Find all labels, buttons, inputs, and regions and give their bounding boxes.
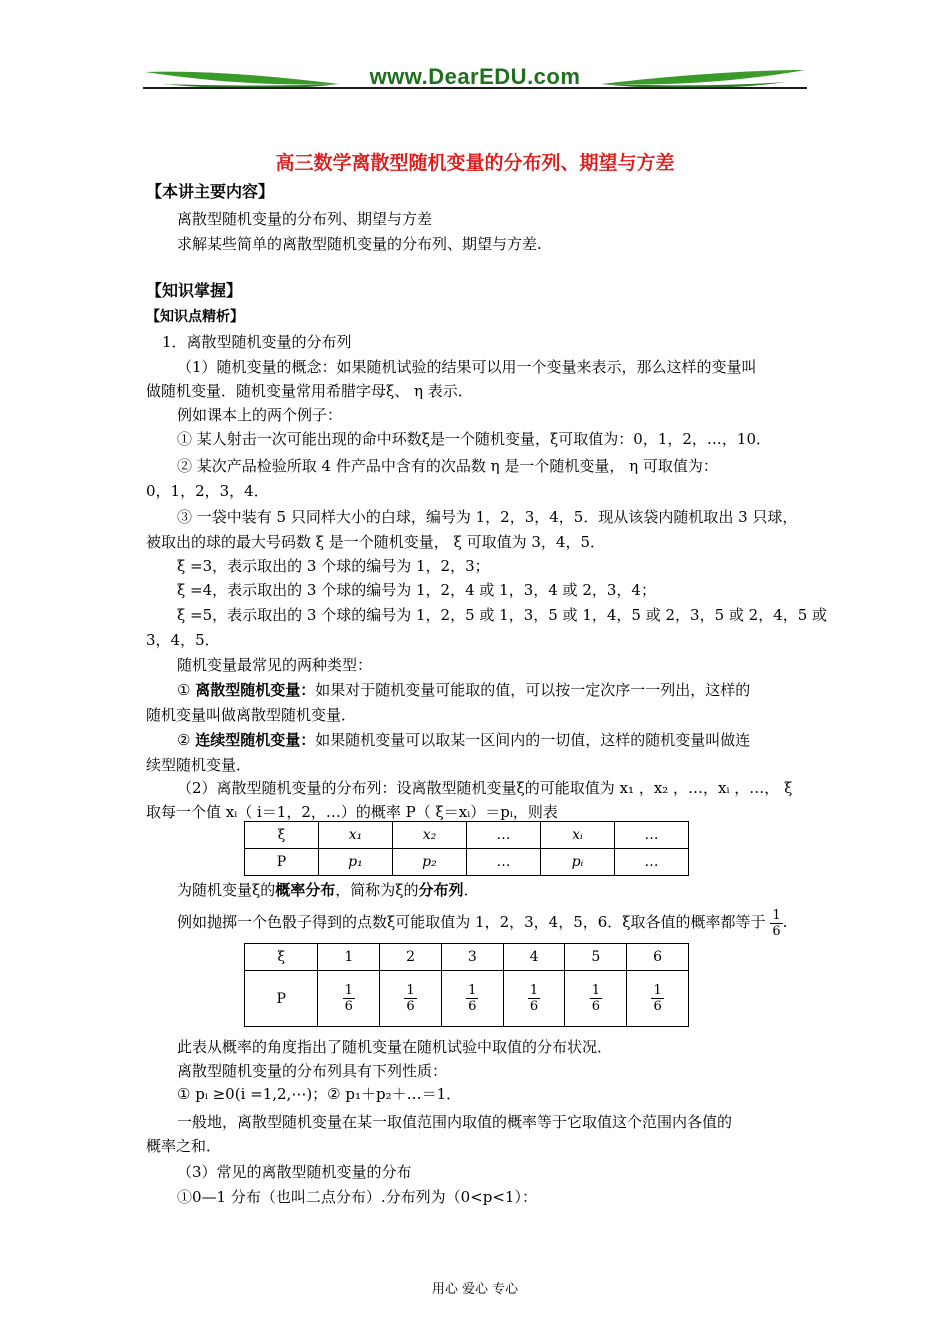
table-cell: ξ xyxy=(245,944,318,971)
type-2-line xyxy=(177,730,750,750)
table-cell: … xyxy=(466,849,540,876)
example-3-b: 被取出的球的最大号码数 ξ 是一个随机变量， ξ 可取值为 3，4，5． xyxy=(146,533,605,551)
xi-5-line-b: 3，4，5． xyxy=(146,631,220,649)
xi-3-line: ξ =3，表示取出的 3 个球的编号为 1，2，3； xyxy=(177,557,490,575)
xi-5-line-a: ξ =5，表示取出的 3 个球的编号为 1，2，5 或 1，3，5 或 1，4，5 或 2，3，5 或 2，4，5 或 xyxy=(177,606,828,624)
dice-example-line xyxy=(177,905,787,939)
site-banner xyxy=(143,62,807,94)
table-cell: 6 xyxy=(627,944,689,971)
table-cell: 4 xyxy=(503,944,565,971)
fraction-numerator: 1 xyxy=(529,983,539,998)
table-row xyxy=(245,944,689,971)
dice-example-end: . xyxy=(782,913,788,931)
example-1: ① 某人射击一次可能出现的命中环数ξ是一个随机变量，ξ可取值为：0，1，2，…，10． xyxy=(177,430,772,448)
general-distribution-table xyxy=(244,821,689,876)
distribution-line-b: 取每一个值 xᵢ（ i＝1，2，…）的概率 P（ ξ＝xᵢ）＝pᵢ，则表 xyxy=(146,803,558,821)
types-intro: 随机变量最常见的两种类型： xyxy=(177,656,373,674)
type-2-line-b: 续型随机变量． xyxy=(146,756,252,774)
fraction-one-sixth xyxy=(343,983,355,1014)
example-intro: 例如课本上的两个例子： xyxy=(177,406,343,424)
subheading-analysis: 【知识点精析】 xyxy=(146,309,244,325)
fraction-numerator: 1 xyxy=(653,983,662,998)
table-cell: p₁ xyxy=(318,849,392,876)
type-2-term: 连续型随机变量： xyxy=(195,731,316,749)
table-cell: 2 xyxy=(380,944,442,971)
fraction-numerator: 1 xyxy=(591,983,600,998)
fraction-numerator: 1 xyxy=(406,983,415,998)
bernoulli-line: ①0—1 分布（也叫二点分布）.分布列为（0<p<1）： xyxy=(177,1188,537,1206)
fraction-one-sixth xyxy=(404,983,416,1014)
properties-intro: 离散型随机变量的分布列具有下列性质： xyxy=(177,1062,448,1080)
fraction-denominator: 6 xyxy=(772,923,781,939)
site-logo-text: www.DearEDU.com xyxy=(369,64,581,89)
type-2-lead: ② xyxy=(177,731,196,749)
fraction-numerator: 1 xyxy=(468,983,477,998)
fraction-one-sixth xyxy=(651,983,663,1014)
table-cell: 1 xyxy=(318,944,380,971)
term-distribution-list: 分布列 xyxy=(418,881,464,899)
type-2-desc: 如果随机变量可以取某一区间内的一切值，这样的随机变量叫做连 xyxy=(315,731,751,749)
table-cell: pᵢ xyxy=(540,849,614,876)
distribution-line-a: （2）离散型随机变量的分布列：设离散型随机变量ξ的可能取值为 x₁ ，x₂ ，…，xᵢ ，…， ξ xyxy=(177,779,793,797)
fraction-denominator: 6 xyxy=(591,999,600,1014)
table-cell xyxy=(627,971,689,1027)
definition-mid: ，简称为ξ的 xyxy=(335,881,419,899)
table-cell: x₂ xyxy=(392,822,466,849)
table-cell: … xyxy=(614,822,688,849)
definition-line xyxy=(177,880,479,900)
fraction-numerator: 1 xyxy=(344,983,353,998)
table-cell xyxy=(318,971,380,1027)
general-line-b: 概率之和． xyxy=(146,1137,222,1155)
fraction-one-sixth xyxy=(466,983,478,1014)
concept-line-a: （1）随机变量的概念：如果随机试验的结果可以用一个变量来表示，那么这样的变量叫 xyxy=(177,358,757,376)
table-row xyxy=(245,822,689,849)
table-cell: … xyxy=(614,849,688,876)
table-cell: ξ xyxy=(245,822,319,849)
type-1-term: 离散型随机变量： xyxy=(195,681,316,699)
table-cell: xᵢ xyxy=(540,822,614,849)
table-cell: P xyxy=(245,971,318,1027)
fraction-one-sixth xyxy=(770,908,782,939)
type-1-lead: ① xyxy=(177,681,196,699)
table-row xyxy=(245,971,689,1027)
dice-example-text: 例如抛掷一个色骰子得到的点数ξ可能取值为 1，2，3，4，5，6．ξ取各值的概率都等于 xyxy=(177,913,766,931)
fraction-numerator: 1 xyxy=(772,907,781,923)
content-line-1: 离散型随机变量的分布列、期望与方差 xyxy=(177,210,433,228)
content-line-2: 求解某些简单的离散型随机变量的分布列、期望与方差. xyxy=(177,235,542,253)
table-cell: 3 xyxy=(441,944,503,971)
item-1-heading: 1．离散型随机变量的分布列 xyxy=(162,333,352,351)
fraction-one-sixth xyxy=(528,983,540,1014)
table-cell: … xyxy=(466,822,540,849)
table-cell: 5 xyxy=(565,944,627,971)
example-2-a: ② 某次产品检验所取 4 件产品中含有的次品数 η 是一个随机变量， η 可取值为： xyxy=(177,457,718,475)
page-title: 高三数学离散型随机变量的分布列、期望与方差 xyxy=(275,152,675,174)
after-table-note: 此表从概率的角度指出了随机变量在随机试验中取值的分布状况． xyxy=(177,1038,613,1056)
fraction-denominator: 6 xyxy=(406,999,415,1014)
fraction-denominator: 6 xyxy=(344,999,353,1014)
table-cell: x₁ xyxy=(318,822,392,849)
example-3-a: ③ 一袋中装有 5 只同样大小的白球，编号为 1，2，3，4，5．现从该袋内随机取出 3 只球， xyxy=(177,508,798,526)
fraction-denominator: 6 xyxy=(653,999,662,1014)
term-probability-distribution: 概率分布 xyxy=(275,881,336,899)
xi-4-line: ξ =4，表示取出的 3 个球的编号为 1，2，4 或 1，3，4 或 2，3，4； xyxy=(177,581,656,599)
fraction-denominator: 6 xyxy=(529,999,539,1014)
table-cell: P xyxy=(245,849,319,876)
table-cell xyxy=(503,971,565,1027)
concept-line-b: 做随机变量．随机变量常用希腊字母ξ、 η 表示． xyxy=(146,382,473,400)
table-cell xyxy=(441,971,503,1027)
common-distributions-heading: （3）常见的离散型随机变量的分布 xyxy=(177,1163,412,1181)
table-cell: p₂ xyxy=(392,849,466,876)
section-heading-content: 【本讲主要内容】 xyxy=(146,182,275,201)
definition-pre: 为随机变量ξ的 xyxy=(177,881,276,899)
type-1-desc: 如果对于随机变量可能取的值，可以按一定次序一一列出，这样的 xyxy=(315,681,751,699)
type-1-line-b: 随机变量叫做离散型随机变量． xyxy=(146,706,357,724)
fraction-denominator: 6 xyxy=(468,999,477,1014)
definition-end: ． xyxy=(463,881,479,899)
type-1-line xyxy=(177,680,750,700)
properties-formula: ① pᵢ ≥0(i =1,2,⋯)；② p₁＋p₂＋…＝1． xyxy=(177,1085,462,1103)
table-cell xyxy=(380,971,442,1027)
table-row xyxy=(245,849,689,876)
table-cell xyxy=(565,971,627,1027)
section-heading-knowledge: 【知识掌握】 xyxy=(146,281,243,300)
dice-distribution-table xyxy=(244,943,689,1027)
page-footer: 用心 爱心 专心 xyxy=(431,1282,519,1297)
fraction-one-sixth xyxy=(590,983,602,1014)
general-line-a: 一般地，离散型随机变量在某一取值范围内取值的概率等于它取值这个范围内各值的 xyxy=(177,1113,733,1131)
example-2-b: 0，1，2，3，4． xyxy=(146,482,269,500)
